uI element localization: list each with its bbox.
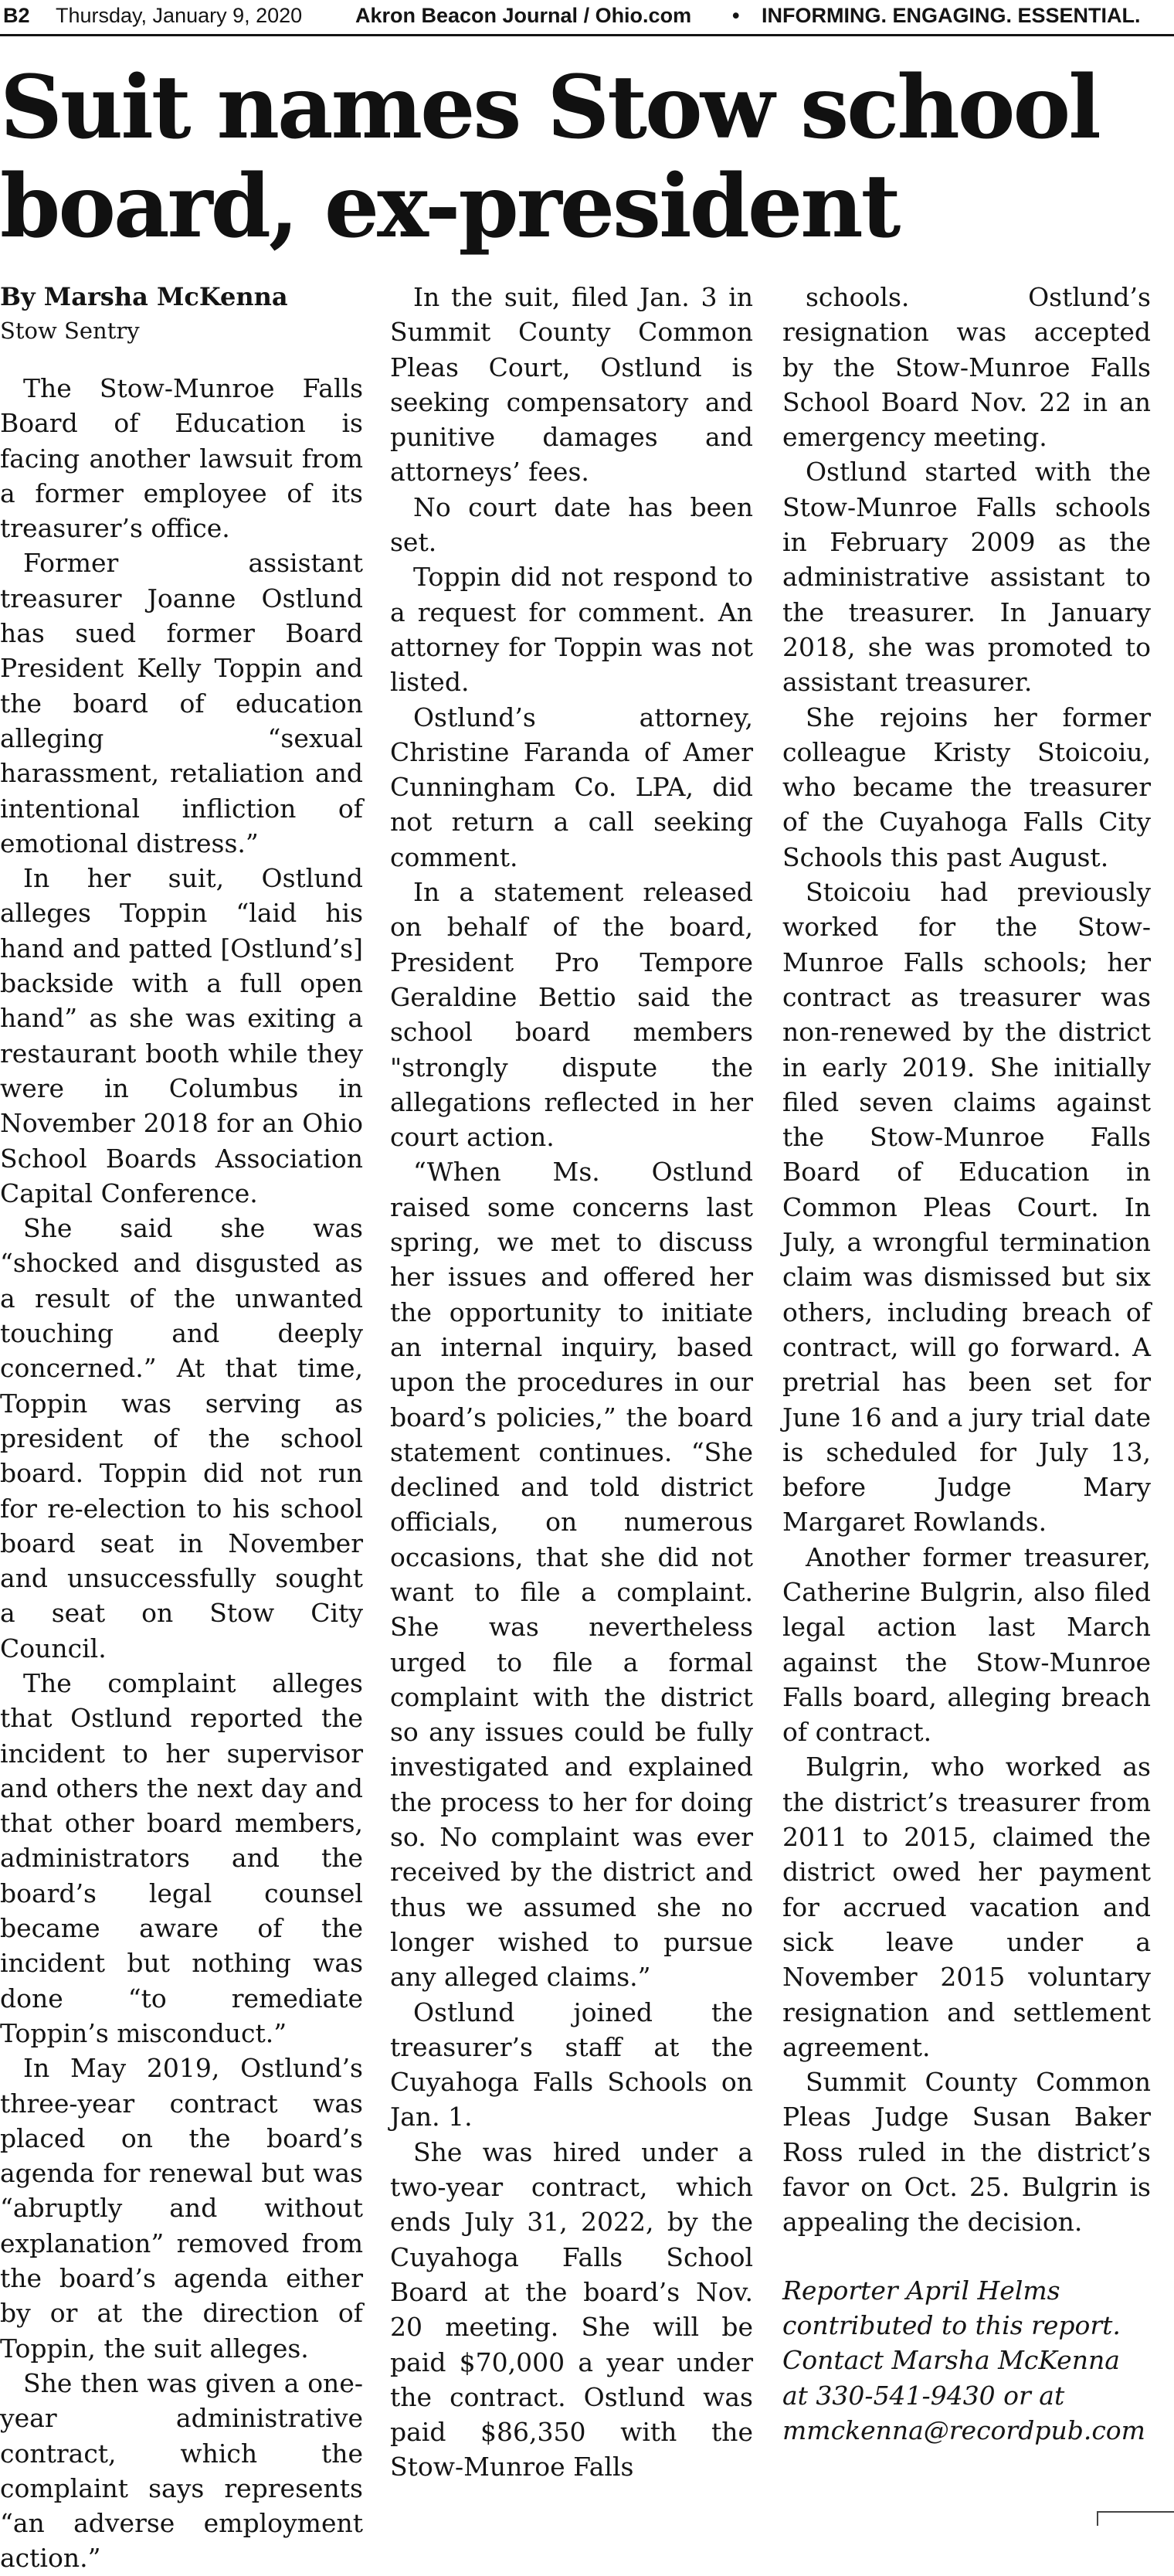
paragraph: In her suit, Ostlund alleges Toppin “laid his hand and patted [Ostlund’s] backside with a full open hand” as she was exiting a restaurant booth while they were in Columbus in November 2018 for an Ohio School Boards Association Capital Conference. <box>0 863 363 1208</box>
article-column-3 <box>782 280 1151 2448</box>
paragraph: Summit County Common Pleas Judge Susan Baker Ross ruled in the district’s favor on Oct. 25. Bulgrin is appealing the decision. <box>782 2067 1151 2238</box>
page-edge-box <box>1097 2511 1174 2526</box>
paragraph: Stoicoiu had previously worked for the Stow-Munroe Falls schools; her contract as treasurer was non-renewed by the district in early 2019. She initially filed seven claims against the Stow-Munroe Falls Board of Education in Common Pleas Court. In July, a wrongful termination claim was dismissed but six others, including breach of contract, will go forward. A pretrial has been set for June 16 and a jury trial date is scheduled for July 13, before Judge Mary Margaret Rowlands. <box>782 877 1151 1538</box>
byline: By Marsha McKenna <box>0 282 288 311</box>
paragraph: No court date has been set. <box>390 491 753 558</box>
byline-affiliation: Stow Sentry <box>0 318 140 344</box>
paragraph: Ostlund joined the treasurer’s staff at the Cuyahoga Falls Schools on Jan. 1. <box>390 1997 753 2133</box>
issue-date: Thursday, January 9, 2020 <box>56 4 303 27</box>
paragraph: Bulgrin, who worked as the district’s treasurer from 2011 to 2015, claimed the district owed her payment for accrued vacation and sick leave under a November 2015 voluntary resignation and settlement agreement. <box>782 1752 1151 2062</box>
paragraph: In the suit, filed Jan. 3 in Summit County Common Pleas Court, Ostlund is seeking compensatory and punitive damages and attorneys’ fees. <box>390 282 753 488</box>
slogan: INFORMING. ENGAGING. ESSENTIAL. <box>762 4 1141 27</box>
publication-name: Akron Beacon Journal / Ohio.com <box>355 4 692 27</box>
paragraph: In May 2019, Ostlund’s three-year contract was placed on the board’s agenda for renewal but was “abruptly and without explanation” removed from the board’s agenda either by or at the direction of Toppin, the suit alleges. <box>0 2053 363 2364</box>
paragraph: She then was given a one-year administrative contract, which the complaint says represents “an adverse employment action.” <box>0 2367 363 2574</box>
paragraph: Another former treasurer, Catherine Bulgrin, also filed legal action last March against the Stow-Munroe Falls board, alleging breach of contract. <box>782 1541 1151 1748</box>
headline-line-1: Suit names Stow school <box>0 57 1099 158</box>
paragraph: She said she was “shocked and disgusted as a result of the unwanted touching and deeply concerned.” At that time, Toppin was serving as president of the school board. Toppin did not run for re-election to his school board seat in November and unsuccessfully sought a seat on Stow City Council. <box>0 1213 363 1664</box>
paragraph: Ostlund started with the Stow-Munroe Falls schools in February 2009 as the administrative assistant to the treasurer. In January 2018, she was promoted to assistant treasurer. <box>782 457 1151 698</box>
headline-line-2: board, ex-president <box>0 156 899 257</box>
page-folio <box>0 0 1174 36</box>
article-column-1 <box>0 280 363 2576</box>
separator-bullet: • <box>732 4 740 27</box>
paragraph: Toppin did not respond to a request for comment. An attorney for Toppin was not listed. <box>390 562 753 698</box>
paragraph: The Stow-Munroe Falls Board of Education is facing another lawsuit from a former employee of its treasurer’s office. <box>0 373 363 544</box>
paragraph: She was hired under a two-year contract, which ends July 31, 2022, by the Cuyahoga Falls School Board at the board’s Nov. 20 meeting. She will be paid $70,000 a year under the contract. Ostlund was paid $86,350 with the Stow-Munroe Falls <box>390 2136 753 2483</box>
page-number: B2 <box>3 4 30 27</box>
contributor-tagline: Reporter April Helms contributed to this report. Contact Marsha McKenna at 330-541-9430 or at mmckenna@recordpub.com <box>782 2275 1145 2445</box>
headline <box>0 59 1174 257</box>
paragraph: schools. Ostlund’s resignation was accepted by the Stow-Munroe Falls School Board Nov. 22 in an emergency meeting. <box>782 282 1151 453</box>
paragraph: “When Ms. Ostlund raised some concerns last spring, we met to discuss her issues and offered her the opportunity to initiate an internal inquiry, based upon the procedures in our board’s policies,” the board statement continues. “She declined and told district officials, on numerous occasions, that she did not want to file a complaint. She was nevertheless urged to file a formal complaint with the district so any issues could be fully investigated and explained the process to her for doing so. No complaint was ever received by the district and thus we assumed she no longer wished to pursue any alleged claims.” <box>390 1157 753 1993</box>
paragraph: She rejoins her former colleague Kristy Stoicoiu, who became the treasurer of the Cuyahoga Falls City Schools this past August. <box>782 702 1151 872</box>
article-column-2 <box>390 280 753 2485</box>
paragraph: Former assistant treasurer Joanne Ostlund has sued former Board President Kelly Toppin and the board of education alleging “sexual harassment, retaliation and intentional infliction of emotional distress.” <box>0 548 363 858</box>
paragraph: In a statement released on behalf of the board, President Pro Tempore Geraldine Bettio said the school board members "strongly dispute the allegations reflected in her court action. <box>390 877 753 1153</box>
paragraph: Ostlund’s attorney, Christine Faranda of Amer Cunningham Co. LPA, did not return a call seeking comment. <box>390 702 753 872</box>
paragraph: The complaint alleges that Ostlund reported the incident to her supervisor and others the next day and that other board members, administrators and the board’s legal counsel became aware of the incident but nothing was done “to remediate Toppin’s misconduct.” <box>0 1667 363 2048</box>
